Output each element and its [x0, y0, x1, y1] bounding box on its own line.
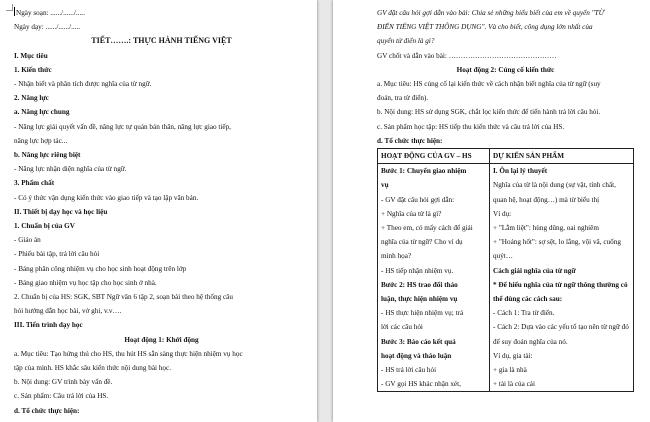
text-cursor [14, 7, 15, 16]
cell-text-line[interactable]: - HS trả lời câu hỏi [381, 366, 437, 375]
header-teacher-student[interactable]: HOẠT ĐỘNG CỦA GV – HS [378, 149, 490, 164]
text-line[interactable]: - Bảng phân công nhiệm vụ cho học sinh hoạt động trên lớp [14, 264, 187, 273]
cell-text-line[interactable]: thể dùng các cách sau: [493, 295, 563, 304]
text-line[interactable]: - Bảng giao nhiệm vụ học tập cho học sinh ở nhà. [14, 278, 157, 287]
text-line[interactable]: a. Năng lực chung [14, 108, 70, 117]
expected-product-cell[interactable] [490, 164, 634, 392]
cell-text-line[interactable]: nghĩa của từ ngữ? Cho ví dụ [381, 238, 463, 247]
text-line[interactable]: - Nhận biết và phân tích được nghĩa của từ ngữ. [14, 80, 152, 89]
text-line[interactable]: hỏi hướng dẫn học bài, vở ghi, v.v…. [14, 307, 122, 316]
text-line[interactable]: Hoạt động 2: Củng cố kiến thức [456, 65, 555, 74]
cell-text-line[interactable]: - Cách 2: Dựa vào các yếu tố tạo nên từ ngữ đó [493, 323, 629, 332]
cell-text-line[interactable]: Bước 3: Báo cáo kết quả [381, 337, 456, 346]
cell-text-line[interactable]: Nghĩa của từ là nội dung (sự vật, tính chất, [493, 181, 616, 190]
cell-text-line[interactable]: Ví dụ: [493, 209, 512, 218]
cell-text-line[interactable]: Bước 1: Chuyển giao nhiệm [381, 167, 467, 176]
text-line[interactable]: năng lực hợp tác... [14, 136, 68, 145]
cell-text-line[interactable]: - Cách 1: Tra từ điển. [493, 309, 555, 318]
cell-text-line[interactable]: + "Hoảng hốt": sợ sệt, lo lắng, vội vã, cuống [493, 238, 621, 247]
date-prepared-line[interactable]: Ngày soạn: ....../....../..... [16, 9, 85, 17]
cell-text-line[interactable]: - GV gọi HS khác nhận xét, [381, 380, 461, 389]
right-document-page [333, 0, 650, 422]
cell-text-line[interactable]: Bước 2: HS trao đổi thảo [381, 280, 458, 289]
cell-text-line[interactable]: + tài là của cải [493, 380, 535, 389]
date-taught-line[interactable]: Ngày dạy: ....../....../..... [14, 23, 81, 32]
cell-text-line[interactable]: để suy đoán nghĩa của nó. [493, 337, 568, 346]
text-line[interactable]: đoán, tra từ điển). [377, 94, 429, 103]
text-line[interactable]: a. Mục tiêu: HS củng cố lại kiến thức về cách nhận biết nghĩa của từ ngữ (suy [377, 80, 601, 89]
text-line[interactable]: b. Nội dung: HS sử dụng SGK, chắt lọc kiến thức để tiến hành trả lời câu hỏi. [377, 108, 601, 117]
text-line[interactable]: - Năng lực nhận diện nghĩa của từ ngữ. [14, 165, 127, 174]
cell-text-line[interactable]: - HS tiếp nhận nhiệm vụ. [381, 266, 454, 275]
text-line[interactable]: d. Tổ chức thực hiện: [377, 136, 443, 145]
cell-text-line[interactable]: + Nghĩa của từ là gì? [381, 209, 442, 218]
text-line[interactable]: 2. Chuẩn bị của HS: SGK, SBT Ngữ văn 6 tập 2, soạn bài theo hệ thống câu [14, 293, 233, 302]
text-line[interactable]: ĐIỂN TIẾNG VIỆT THÔNG DỤNG". Và cho biết, công dụng lớn nhất của [377, 23, 593, 32]
text-line[interactable]: II. Thiết bị dạy học và học liệu [14, 207, 108, 216]
text-line[interactable]: c. Sản phẩm: Câu trả lời của HS. [14, 392, 109, 401]
text-line[interactable]: III. Tiến trình dạy học [14, 321, 83, 330]
cell-text-line[interactable]: + "Lẫm liệt": hùng dũng, oai nghiêm [493, 224, 599, 233]
text-line[interactable]: c. Sản phẩm học tập: HS tiếp thu kiến thức và câu trả lời của HS. [377, 122, 565, 131]
cell-text-line[interactable]: Cách giải nghĩa của từ ngữ [493, 266, 576, 275]
cell-text-line[interactable]: minh họa? [381, 252, 412, 261]
cell-text-line[interactable]: + gia là nhà [493, 366, 527, 375]
cell-text-line[interactable]: luận, thực hiện nhiệm vụ [381, 295, 458, 304]
text-line[interactable]: I. Mục tiêu [14, 51, 48, 60]
teacher-activity-cell[interactable] [378, 164, 490, 392]
text-line[interactable]: GV chốt và dẫn vào bài: ……………………………………… [377, 51, 557, 60]
text-line[interactable]: 3. Phẩm chất [14, 179, 55, 188]
table-row [378, 164, 634, 392]
cell-text-line[interactable]: quýt… [493, 252, 513, 261]
cell-text-line[interactable]: + Theo em, có mấy cách để giải [381, 224, 473, 233]
text-line[interactable]: GV đặt câu hỏi gợi dẫn vào bài: Chia sẻ những hiểu biết của em về quyển "TỪ [377, 9, 605, 17]
right-text-body [377, 6, 634, 148]
cell-text-line[interactable]: Ví dụ, gia tài: [493, 351, 533, 360]
left-text-body [14, 49, 309, 418]
text-line[interactable]: 1. Chuẩn bị của GV [14, 222, 75, 231]
cell-text-line[interactable]: I. Ôn lại lý thuyết [493, 167, 548, 176]
text-line[interactable]: - Phiếu bài tập, trả lời câu hỏi [14, 250, 100, 259]
cell-text-line[interactable]: - GV đặt câu hỏi gợi dẫn: [381, 195, 455, 204]
text-line[interactable]: 1. Kiến thức [14, 65, 52, 74]
text-line[interactable]: d. Tổ chức thực hiện: [14, 406, 80, 415]
text-line[interactable]: 2. Năng lực [14, 94, 49, 103]
text-line[interactable]: - Giáo án [14, 236, 41, 245]
cell-text-line[interactable]: - HS thực hiện nhiệm vụ; trả [381, 309, 464, 318]
table-header-row [378, 149, 634, 164]
cell-text-line[interactable]: hoạt động và thảo luận [381, 351, 452, 360]
cell-text-line[interactable]: quan hệ, hoạt động…) mà từ biểu thị [493, 195, 600, 204]
text-line[interactable]: Hoạt động 1: Khởi động [124, 335, 199, 344]
header-expected-product[interactable]: DỰ KIẾN SẢN PHẨM [490, 149, 634, 164]
left-document-page [0, 0, 317, 422]
cell-text-line[interactable]: * Để hiểu nghĩa của từ ngữ thông thường có [493, 280, 628, 289]
text-line[interactable]: b. Năng lực riêng biệt [14, 151, 81, 160]
cell-text-line[interactable]: vụ [381, 181, 389, 190]
text-line[interactable]: tập của mình. HS khắc sâu kiến thức nội dung bài học. [14, 364, 171, 373]
text-line[interactable]: - Có ý thức vận dụng kiến thức vào giao tiếp và tạo lập văn bản. [14, 193, 199, 202]
right-page-content [377, 6, 634, 392]
text-line[interactable]: - Năng lực giải quyết vấn đề, năng lực tự quản bản thân, năng lực giao tiếp, [14, 122, 231, 131]
activity-table [377, 148, 634, 392]
text-line[interactable]: b. Nội dung: GV trình bày vấn đề. [14, 378, 113, 387]
text-line[interactable]: a. Mục tiêu: Tạo hứng thú cho HS, thu hút HS sẵn sàng thực hiện nhiệm vụ học [14, 349, 243, 358]
lesson-title[interactable]: TIẾT…….: THỰC HÀNH TIẾNG VIỆT [91, 36, 232, 46]
cell-text-line[interactable]: lời các câu hỏi [381, 323, 423, 332]
text-line[interactable]: quyển từ điển là gì? [377, 37, 435, 46]
left-page-content [14, 6, 309, 418]
page-corner-mark [6, 4, 13, 11]
